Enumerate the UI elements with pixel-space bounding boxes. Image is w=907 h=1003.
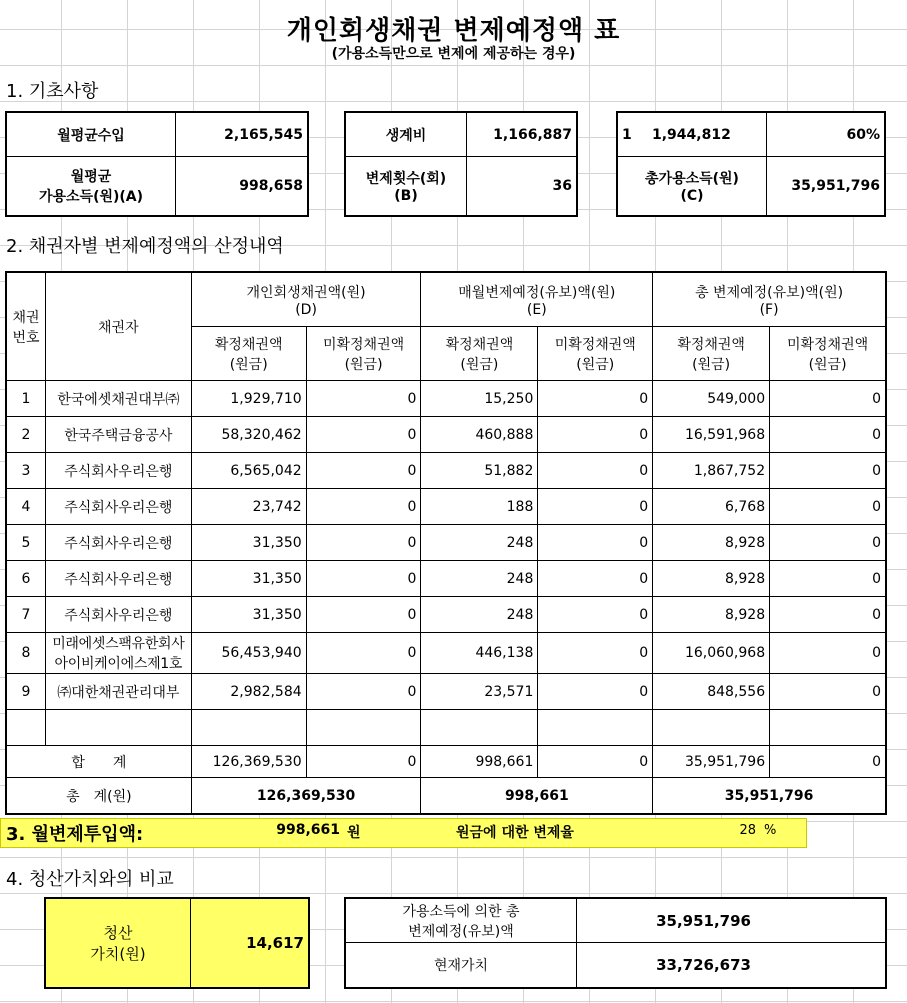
sum-row: [7, 746, 886, 778]
disposable-income-value[interactable]: 998,658: [176, 157, 308, 216]
total-repayment-value[interactable]: 35,951,796: [577, 899, 886, 943]
creditor-table: [6, 272, 886, 814]
table-row: [7, 674, 886, 710]
empty-cell[interactable]: [306, 710, 421, 746]
row-creditor[interactable]: 미래에셋스팩유한회사아이비케이에스제1호: [45, 633, 191, 674]
col-e-header-line1: 매월변제예정(유보)액(원): [458, 284, 616, 301]
row-d-unconfirmed[interactable]: 0: [306, 597, 421, 633]
row-e-unconfirmed[interactable]: 0: [538, 597, 653, 633]
f-unconfirmed-header-line1: 미확정채권액: [786, 336, 869, 353]
repayment-rate-label: 원금에 대한 변제율: [456, 825, 574, 841]
basic-income-table: [6, 112, 308, 216]
sum-d-unconfirmed[interactable]: 0: [306, 746, 421, 778]
row-d-unconfirmed[interactable]: 0: [306, 633, 421, 674]
row-no: 7: [7, 597, 46, 633]
monthly-income-value[interactable]: 2,165,545: [176, 113, 308, 157]
col-f-header-line2: (F): [759, 301, 779, 318]
empty-cell[interactable]: [191, 710, 306, 746]
col-f-header: [653, 273, 886, 327]
row-d-confirmed[interactable]: 23,742: [191, 489, 306, 525]
col-d-header-line1: 개인회생채권액(원): [246, 284, 366, 301]
liquidation-label: [46, 899, 191, 988]
row-d-confirmed[interactable]: 56,453,940: [191, 633, 306, 674]
ratio-percent[interactable]: 60%: [767, 113, 885, 157]
f-confirmed-header: [653, 327, 770, 381]
total-f[interactable]: 35,951,796: [653, 778, 886, 814]
row-d-confirmed[interactable]: 1,929,710: [191, 381, 306, 417]
living-cost-value[interactable]: 1,166,887: [467, 113, 577, 157]
monthly-repayment-amount[interactable]: 998,661: [276, 822, 340, 838]
col-d-header-line2: (D): [295, 301, 317, 318]
col-e-header-line2: (E): [526, 301, 547, 318]
repayment-count-label: [346, 157, 467, 216]
row-e-unconfirmed[interactable]: 0: [538, 561, 653, 597]
row-d-confirmed[interactable]: 58,320,462: [191, 417, 306, 453]
table-row: [7, 597, 886, 633]
liquidation-label-line2: 가치(원): [90, 945, 146, 963]
col-no-header: [7, 273, 46, 381]
d-unconfirmed-header-line1: 미확정채권액: [322, 336, 405, 353]
row-d-confirmed[interactable]: 6,565,042: [191, 453, 306, 489]
disposable-income-label-line2: 가용소득(원)(A): [38, 189, 144, 205]
row-d-confirmed[interactable]: 31,350: [191, 525, 306, 561]
e-unconfirmed-header-line2: (원금): [576, 356, 615, 373]
e-confirmed-header-line1: 확정채권액: [445, 336, 514, 353]
empty-row: [7, 710, 886, 746]
sum-label: 합 계: [7, 746, 192, 778]
total-disposable-label: [618, 157, 767, 216]
row-creditor[interactable]: 한국주택금융공사: [45, 417, 191, 453]
col-creditor-header: 채권자: [45, 273, 191, 381]
repayment-rate-value[interactable]: 28: [739, 823, 756, 838]
row-f-confirmed[interactable]: 6,768: [653, 489, 770, 525]
row-creditor[interactable]: 한국에셋채권대부㈜: [45, 381, 191, 417]
row-creditor[interactable]: 주식회사우리은행: [45, 525, 191, 561]
sum-e-unconfirmed[interactable]: 0: [538, 746, 653, 778]
row-d-unconfirmed[interactable]: 0: [306, 453, 421, 489]
empty-cell[interactable]: [653, 710, 770, 746]
row-f-unconfirmed[interactable]: 0: [770, 525, 886, 561]
monthly-income-label: 월평균수입: [7, 113, 176, 157]
repayment-count-value[interactable]: 36: [467, 157, 577, 216]
table-row: [7, 561, 886, 597]
table-row: [7, 489, 886, 525]
row-d-unconfirmed[interactable]: 0: [306, 674, 421, 710]
comparison-table: [345, 898, 886, 988]
row-f-unconfirmed[interactable]: 0: [770, 597, 886, 633]
row-no: 6: [7, 561, 46, 597]
row-e-confirmed[interactable]: 460,888: [421, 417, 538, 453]
row-f-unconfirmed[interactable]: 0: [770, 453, 886, 489]
living-cost-table: [345, 112, 577, 216]
living-cost-label: 생계비: [346, 113, 467, 157]
disposable-income-label-line1: 월평균: [70, 169, 112, 185]
table-row: [7, 453, 886, 489]
d-confirmed-header: [191, 327, 306, 381]
repayment-count-label-line2: (B): [394, 188, 418, 204]
empty-cell[interactable]: [7, 710, 46, 746]
liquidation-value[interactable]: 14,617: [191, 899, 309, 988]
f-confirmed-header-line1: 확정채권액: [677, 336, 745, 353]
e-confirmed-header-line2: (원금): [460, 356, 499, 373]
e-unconfirmed-header: [538, 327, 653, 381]
row-no: 2: [7, 417, 46, 453]
row-e-confirmed[interactable]: 23,571: [421, 674, 538, 710]
col-f-header-line1: 총 변제예정(유보)액(원): [695, 284, 844, 301]
total-repayment-label-line1: 가용소득에 의한 총: [402, 903, 520, 920]
present-value-label: 현재가치: [346, 943, 577, 988]
row-d-confirmed[interactable]: 31,350: [191, 561, 306, 597]
row-d-unconfirmed[interactable]: 0: [306, 525, 421, 561]
total-repayment-label: [346, 899, 577, 943]
liquidation-label-line1: 청산: [103, 924, 133, 942]
total-income-table: [617, 112, 885, 216]
sum-f-unconfirmed[interactable]: 0: [770, 746, 886, 778]
empty-cell[interactable]: [421, 710, 538, 746]
row-e-unconfirmed[interactable]: 0: [538, 453, 653, 489]
page-subtitle: (가용소득만으로 변제에 제공하는 경우): [331, 46, 576, 62]
row-no: 5: [7, 525, 46, 561]
row-e-confirmed[interactable]: 248: [421, 561, 538, 597]
table-row: [7, 417, 886, 453]
section4-heading: 4. 청산가치와의 비교: [6, 869, 174, 890]
f-unconfirmed-header-line2: (원금): [808, 356, 847, 373]
f-confirmed-header-line2: (원금): [692, 356, 731, 373]
monthly-repayment-unit: 원: [347, 825, 361, 841]
row-d-confirmed[interactable]: 31,350: [191, 597, 306, 633]
empty-cell[interactable]: [45, 710, 191, 746]
row-creditor[interactable]: 주식회사우리은행: [45, 453, 191, 489]
row-e-unconfirmed[interactable]: 0: [538, 633, 653, 674]
table-row: [7, 633, 886, 674]
row-f-confirmed[interactable]: 8,928: [653, 597, 770, 633]
row-e-confirmed[interactable]: 51,882: [421, 453, 538, 489]
col-no-header-line1: 채권: [12, 309, 40, 326]
row-e-confirmed[interactable]: 248: [421, 597, 538, 633]
liquidation-table: [45, 898, 309, 988]
total-repayment-label-line2: 변제예정(유보)액: [408, 923, 514, 940]
row-e-confirmed[interactable]: 188: [421, 489, 538, 525]
row-f-unconfirmed[interactable]: 0: [770, 674, 886, 710]
row-no: 3: [7, 453, 46, 489]
row-f-unconfirmed[interactable]: 0: [770, 381, 886, 417]
row-f-confirmed[interactable]: 1,867,752: [653, 453, 770, 489]
row-d-unconfirmed[interactable]: 0: [306, 489, 421, 525]
row-f-unconfirmed[interactable]: 0: [770, 489, 886, 525]
row-f-unconfirmed[interactable]: 0: [770, 417, 886, 453]
row-e-unconfirmed[interactable]: 0: [538, 525, 653, 561]
d-confirmed-header-line1: 확정채권액: [214, 336, 283, 353]
row-f-confirmed[interactable]: 8,928: [653, 525, 770, 561]
row-e-confirmed[interactable]: 15,250: [421, 381, 538, 417]
row-no: 4: [7, 489, 46, 525]
total-disposable-label-line2: (C): [680, 188, 704, 204]
col-d-header: [191, 273, 421, 327]
row-e-confirmed[interactable]: 248: [421, 525, 538, 561]
e-confirmed-header: [421, 327, 538, 381]
row-e-confirmed[interactable]: 446,138: [421, 633, 538, 674]
row-no: 1: [7, 381, 46, 417]
row-creditor[interactable]: 주식회사우리은행: [45, 489, 191, 525]
ratio-number: 1: [622, 126, 632, 143]
row-f-unconfirmed[interactable]: 0: [770, 561, 886, 597]
ratio-amount: 1,944,812: [652, 126, 731, 143]
d-unconfirmed-header: [306, 327, 421, 381]
total-disposable-label-line1: 총가용소득(원): [645, 171, 739, 187]
sum-e-confirmed[interactable]: 998,661: [421, 746, 538, 778]
repayment-rate-unit: %: [764, 823, 777, 838]
row-d-unconfirmed[interactable]: 0: [306, 381, 421, 417]
row-d-confirmed[interactable]: 2,982,584: [191, 674, 306, 710]
row-creditor[interactable]: ㈜대한채권관리대부: [45, 674, 191, 710]
row-e-unconfirmed[interactable]: 0: [538, 489, 653, 525]
total-label: 총 계(원): [7, 778, 192, 814]
e-unconfirmed-header-line1: 미확정채권액: [554, 336, 636, 353]
sum-f-confirmed[interactable]: 35,951,796: [653, 746, 770, 778]
total-d[interactable]: 126,369,530: [191, 778, 421, 814]
col-e-header: [421, 273, 653, 327]
row-e-unconfirmed[interactable]: 0: [538, 381, 653, 417]
d-unconfirmed-header-line2: (원금): [344, 356, 383, 373]
total-row: [7, 778, 886, 814]
section1-heading: 1. 기초사항: [6, 81, 99, 102]
d-confirmed-header-line2: (원금): [229, 356, 268, 373]
row-e-unconfirmed[interactable]: 0: [538, 674, 653, 710]
ratio-row-cell[interactable]: [618, 113, 767, 157]
total-e[interactable]: 998,661: [421, 778, 653, 814]
row-no: 8: [7, 633, 46, 674]
repayment-count-label-line1: 변제횟수(회): [365, 171, 447, 187]
empty-cell[interactable]: [770, 710, 886, 746]
sum-d-confirmed[interactable]: 126,369,530: [191, 746, 306, 778]
table-row: [7, 381, 886, 417]
row-f-confirmed[interactable]: 16,591,968: [653, 417, 770, 453]
row-f-confirmed[interactable]: 848,556: [653, 674, 770, 710]
row-f-confirmed[interactable]: 16,060,968: [653, 633, 770, 674]
row-e-unconfirmed[interactable]: 0: [538, 417, 653, 453]
row-d-unconfirmed[interactable]: 0: [306, 417, 421, 453]
table-row: [7, 525, 886, 561]
total-disposable-value[interactable]: 35,951,796: [767, 157, 885, 216]
header-row-1: [7, 273, 886, 327]
row-creditor[interactable]: 주식회사우리은행: [45, 597, 191, 633]
present-value-value[interactable]: 33,726,673: [577, 943, 886, 988]
row-creditor[interactable]: 주식회사우리은행: [45, 561, 191, 597]
row-d-unconfirmed[interactable]: 0: [306, 561, 421, 597]
row-f-confirmed[interactable]: 549,000: [653, 381, 770, 417]
row-f-unconfirmed[interactable]: 0: [770, 633, 886, 674]
empty-cell[interactable]: [538, 710, 653, 746]
page-title: 개인회생채권 변제예정액 표: [286, 16, 621, 46]
section2-heading: 2. 채권자별 변제예정액의 산정내역: [6, 236, 284, 257]
f-unconfirmed-header: [770, 327, 886, 381]
section3-heading: 3. 월변제투입액:: [6, 824, 144, 845]
disposable-income-label: [7, 157, 176, 216]
row-no: 9: [7, 674, 46, 710]
col-no-header-line2: 번호: [12, 329, 40, 346]
row-f-confirmed[interactable]: 8,928: [653, 561, 770, 597]
